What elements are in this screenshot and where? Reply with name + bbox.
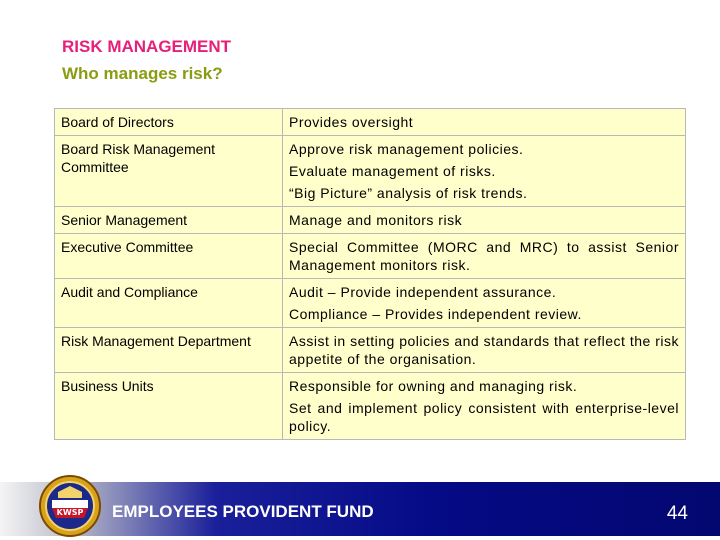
responsibility-line: Responsible for owning and managing risk. bbox=[289, 378, 578, 394]
responsibility-line: Audit – Provide independent assurance. bbox=[289, 284, 557, 300]
risk-management-table bbox=[54, 108, 686, 440]
responsibility-line: Provides oversight bbox=[289, 114, 414, 130]
responsibility-line: “Big Picture” analysis of risk trends. bbox=[289, 185, 528, 201]
responsibility-line: Approve risk management policies. bbox=[289, 141, 524, 157]
responsibility-line: Compliance – Provides independent review. bbox=[289, 306, 582, 322]
role-cell: Executive Committee bbox=[55, 234, 283, 279]
table-row bbox=[55, 207, 686, 234]
table-row bbox=[55, 234, 686, 279]
page-number: 44 bbox=[666, 503, 688, 524]
responsibility-cell bbox=[283, 328, 686, 373]
responsibility-cell bbox=[283, 109, 686, 136]
responsibility-cell bbox=[283, 279, 686, 328]
responsibility-line: Special Committee (MORC and MRC) to assist Senior Management monitors risk. bbox=[289, 239, 679, 273]
table-row bbox=[55, 279, 686, 328]
role-cell: Board of Directors bbox=[55, 109, 283, 136]
responsibility-cell bbox=[283, 373, 686, 440]
organization-name: EMPLOYEES PROVIDENT FUND bbox=[112, 502, 374, 521]
svg-text:KWSP: KWSP bbox=[56, 508, 84, 517]
page-subtitle: Who manages risk? bbox=[62, 64, 223, 83]
footer-bar bbox=[0, 482, 720, 536]
role-cell: Risk Management Department bbox=[55, 328, 283, 373]
footer bbox=[0, 472, 720, 540]
epf-logo-icon bbox=[38, 474, 102, 538]
responsibility-cell bbox=[283, 207, 686, 234]
role-cell: Business Units bbox=[55, 373, 283, 440]
table-row bbox=[55, 136, 686, 207]
role-cell: Board Risk Management Committee bbox=[55, 136, 283, 207]
responsibility-cell bbox=[283, 234, 686, 279]
table-row bbox=[55, 373, 686, 440]
role-cell: Senior Management bbox=[55, 207, 283, 234]
responsibility-cell bbox=[283, 136, 686, 207]
responsibility-line: Evaluate management of risks. bbox=[289, 163, 496, 179]
role-cell: Audit and Compliance bbox=[55, 279, 283, 328]
page-title: RISK MANAGEMENT bbox=[62, 37, 232, 56]
table-row bbox=[55, 328, 686, 373]
responsibility-line: Assist in setting policies and standards that reflect the risk appetite of the organisation. bbox=[289, 333, 679, 367]
table-row bbox=[55, 109, 686, 136]
responsibility-line: Set and implement policy consistent with enterprise-level policy. bbox=[289, 400, 679, 434]
responsibility-line: Manage and monitors risk bbox=[289, 212, 463, 228]
